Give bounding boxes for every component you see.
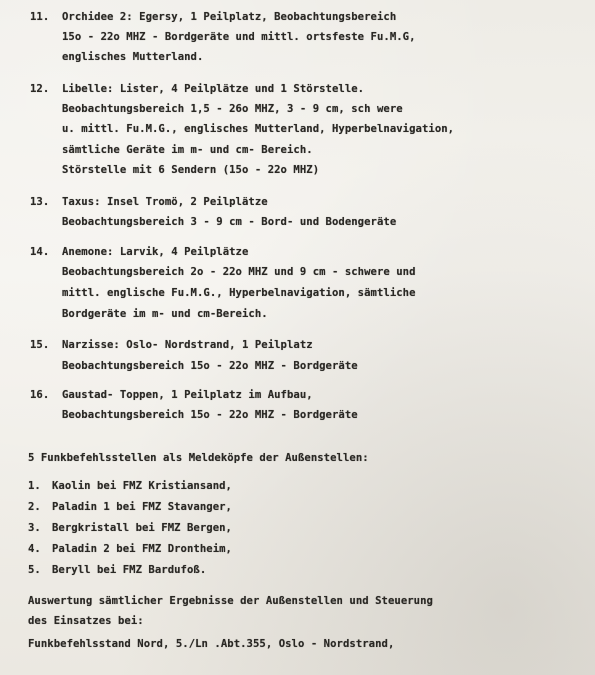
command-posts-heading: 5 Funkbefehlsstellen als Meldeköpfe der Außenstellen: xyxy=(28,452,369,464)
entry-12-line-5: Störstelle mit 6 Sendern (15o - 22o MHZ) xyxy=(62,164,320,176)
entry-14-line-3: mittl. englische Fu.M.G., Hyperbelnavigation, sämtliche xyxy=(62,287,416,299)
command-post-2: Paladin 1 bei FMZ Stavanger, xyxy=(52,501,232,513)
entry-13-line-2: Beobachtungsbereich 3 - 9 cm - Bord- und Bodengeräte xyxy=(62,216,397,228)
entry-number-16: 16. xyxy=(30,389,50,401)
entry-13-line-1: Taxus: Insel Tromö, 2 Peilplätze xyxy=(62,196,268,208)
entry-12-line-1: Libelle: Lister, 4 Peilplätze und 1 Störstelle. xyxy=(62,83,365,95)
entry-15-line-2: Beobachtungsbereich 15o - 22o MHZ - Bordgeräte xyxy=(62,360,358,372)
command-post-number-4: 4. xyxy=(28,543,41,555)
entry-16-line-1: Gaustad- Toppen, 1 Peilplatz im Aufbau, xyxy=(62,389,313,401)
entry-12-line-3: u. mittl. Fu.M.G., englisches Mutterland, Hyperbelnavigation, xyxy=(62,123,455,135)
entry-14-line-2: Beobachtungsbereich 2o - 22o MHZ und 9 cm - schwere und xyxy=(62,266,416,278)
entry-12-line-2: Beobachtungsbereich 1,5 - 26o MHZ, 3 - 9 cm, sch were xyxy=(62,103,403,115)
entry-14-line-4: Bordgeräte im m- und cm-Bereich. xyxy=(62,308,268,320)
entry-number-12: 12. xyxy=(30,83,50,95)
command-post-number-3: 3. xyxy=(28,522,41,534)
evaluation-line-3: Funkbefehlsstand Nord, 5./Ln .Abt.355, Oslo - Nordstrand, xyxy=(28,638,395,650)
entry-number-11: 11. xyxy=(30,11,50,23)
command-post-3: Bergkristall bei FMZ Bergen, xyxy=(52,522,232,534)
entry-number-13: 13. xyxy=(30,196,50,208)
entry-number-14: 14. xyxy=(30,246,50,258)
entry-number-15: 15. xyxy=(30,339,50,351)
entry-14-line-1: Anemone: Larvik, 4 Peilplätze xyxy=(62,246,249,258)
command-post-number-5: 5. xyxy=(28,564,41,576)
command-post-5: Beryll bei FMZ Bardufoß. xyxy=(52,564,207,576)
evaluation-line-2: des Einsatzes bei: xyxy=(28,615,144,627)
command-post-1: Kaolin bei FMZ Kristiansand, xyxy=(52,480,232,492)
command-post-number-2: 2. xyxy=(28,501,41,513)
entry-15-line-1: Narzisse: Oslo- Nordstrand, 1 Peilplatz xyxy=(62,339,313,351)
command-post-4: Paladin 2 bei FMZ Drontheim, xyxy=(52,543,232,555)
entry-11-line-3: englisches Mutterland. xyxy=(62,51,204,63)
entry-11-line-2: 15o - 22o MHZ - Bordgeräte und mittl. ortsfeste Fu.M.G, xyxy=(62,31,416,43)
entry-16-line-2: Beobachtungsbereich 15o - 22o MHZ - Bordgeräte xyxy=(62,409,358,421)
entry-11-line-1: Orchidee 2: Egersy, 1 Peilplatz, Beobachtungsbereich xyxy=(62,11,397,23)
entry-12-line-4: sämtliche Geräte im m- und cm- Bereich. xyxy=(62,144,313,156)
command-post-number-1: 1. xyxy=(28,480,41,492)
evaluation-line-1: Auswertung sämtlicher Ergebnisse der Außenstellen und Steuerung xyxy=(28,595,433,607)
